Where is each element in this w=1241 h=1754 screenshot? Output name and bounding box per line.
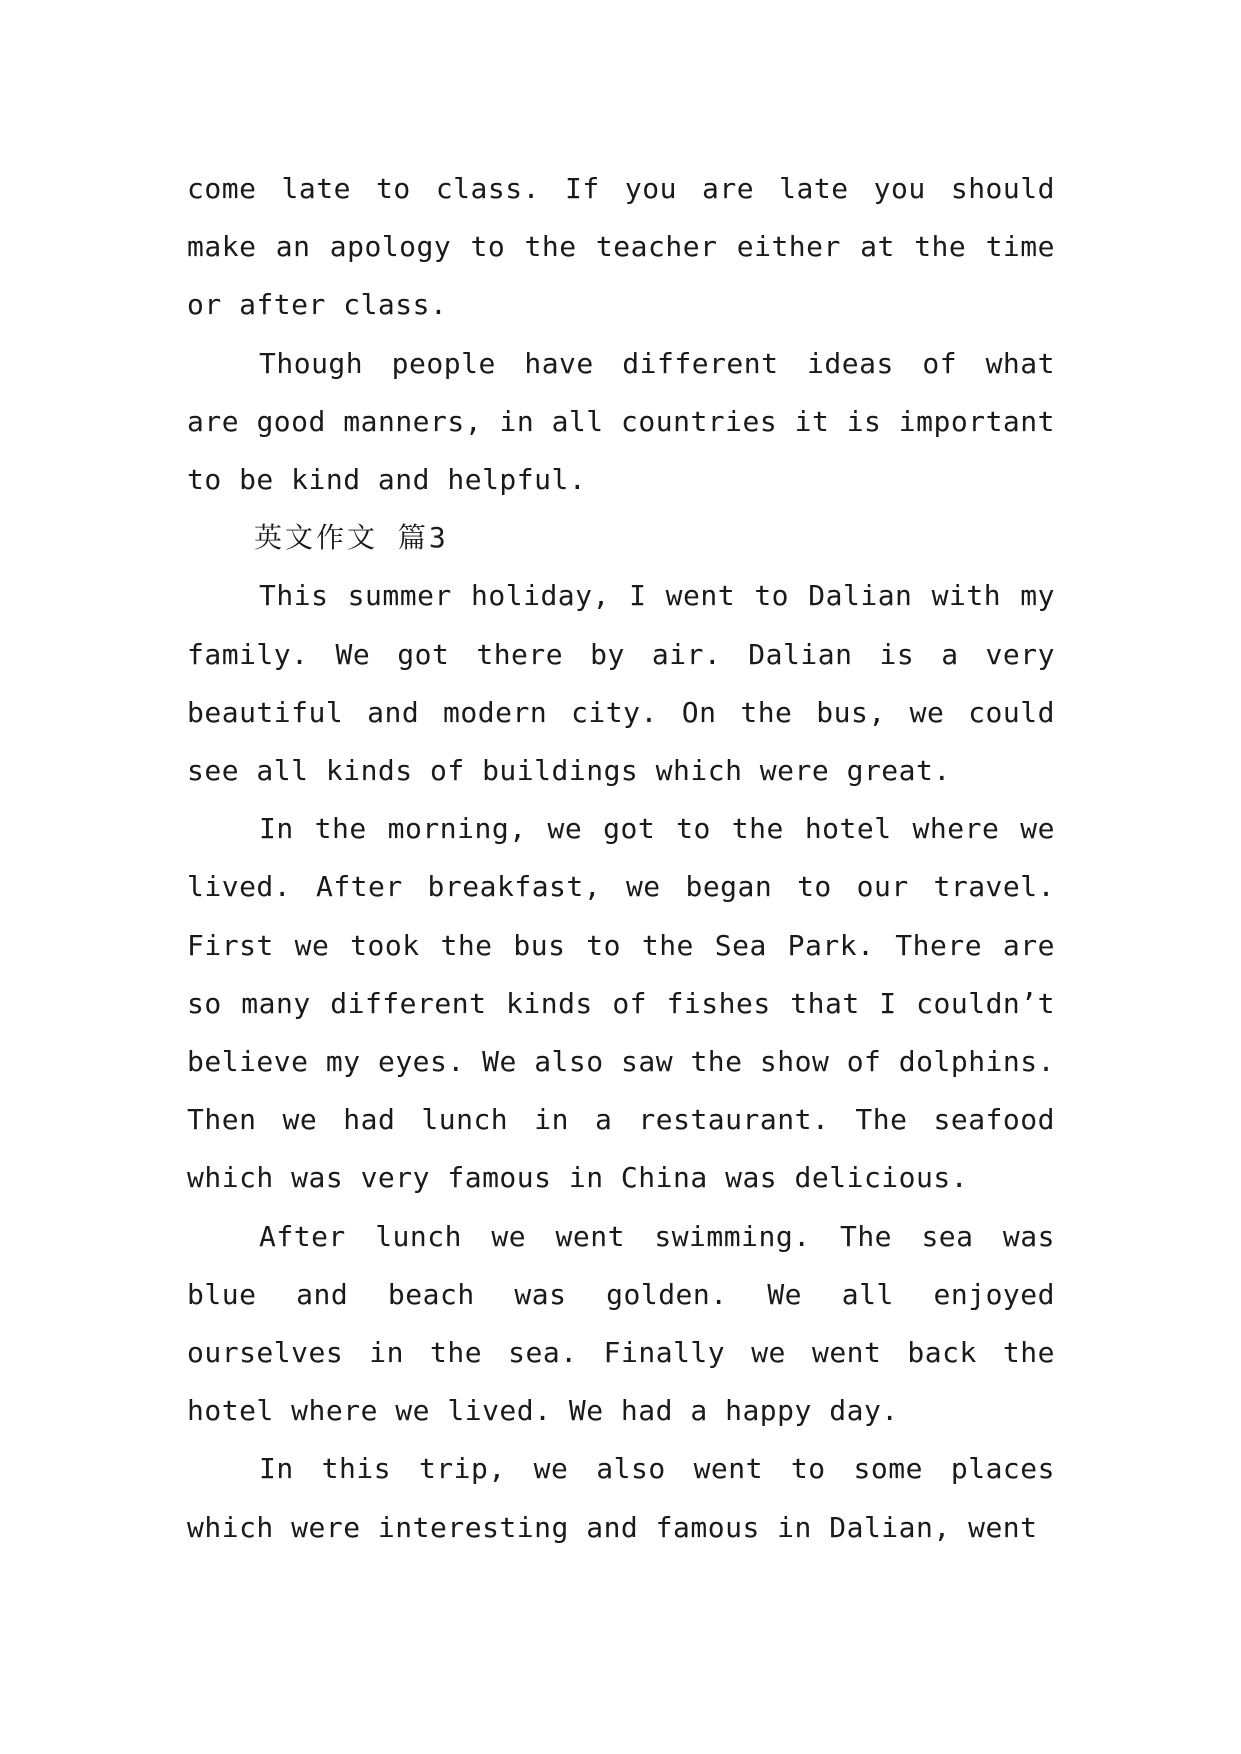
document-page xyxy=(187,160,1055,1557)
paragraph-morning: In the morning, we got to the hotel where we lived. After breakfast, we began to our travel. First we took the bus to the Sea Park. There are so many different kinds of fishes that I couldn’t believe my eyes. We also saw the show of dolphins. Then we had lunch in a restaurant. The seafood which was very famous in China was delicious. xyxy=(187,812,1055,1195)
section-heading: 英文作文 篇3 xyxy=(254,521,449,555)
paragraph-summer-holiday: This summer holiday, I went to Dalian with my family. We got there by air. Dalian is a very beautiful and modern city. On the bus, we could see all kinds of buildings which were great. xyxy=(187,579,1055,788)
paragraph-afternoon: After lunch we went swimming. The sea was blue and beach was golden. We all enjoyed ourselves in the sea. Finally we went back the hotel where we lived. We had a happy day. xyxy=(187,1219,1055,1428)
paragraph-manners-conclusion: Though people have different ideas of what are good manners, in all countries it is important to be kind and helpful. xyxy=(187,346,1055,497)
paragraph-trip: In this trip, we also went to some places which were interesting and famous in Dalian, went xyxy=(187,1452,1055,1544)
paragraph-continuation: come late to class. If you are late you should make an apology to the teacher either at the time or after class. xyxy=(187,172,1055,322)
